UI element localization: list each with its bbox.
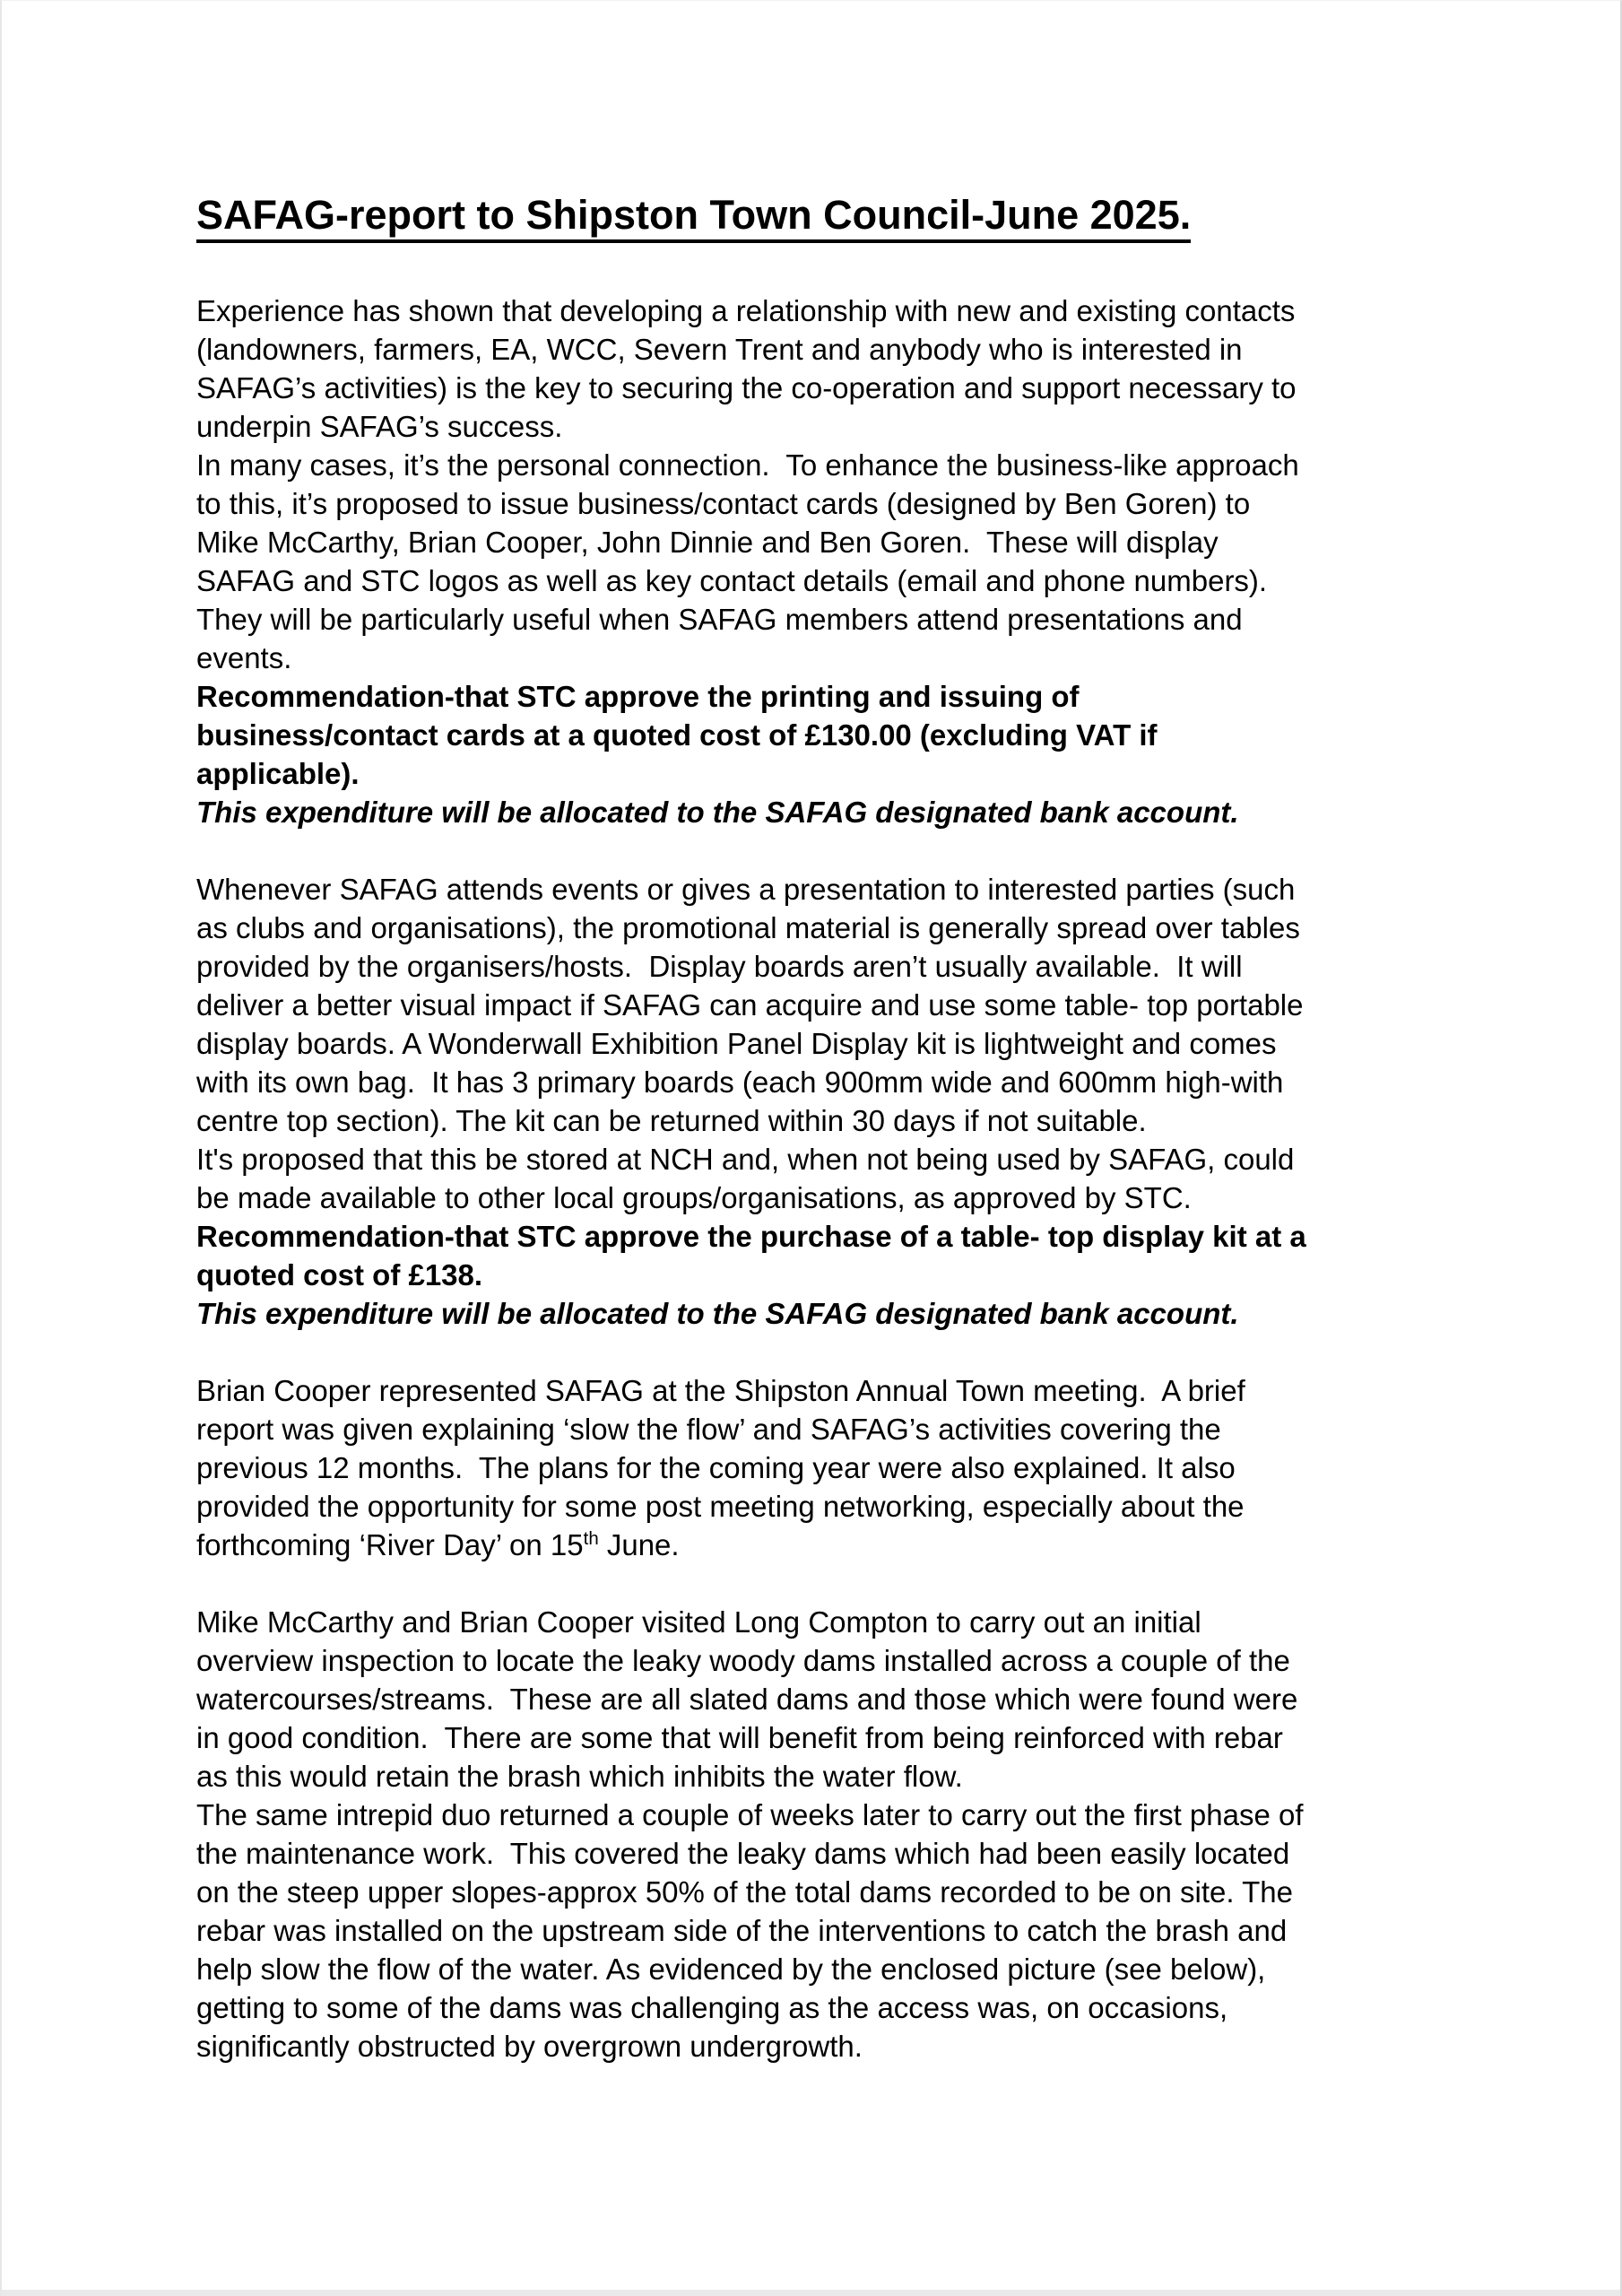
document-title-text: SAFAG-report to Shipston Town Council-June 2025. [196,192,1191,243]
text-line: provided the opportunity for some post meeting networking, especially about the [196,1490,1245,1523]
text-line: Recommendation-that STC approve the purchase of a table- top display kit at a [196,1220,1306,1253]
document-body [196,291,1414,2066]
text-line: deliver a better visual impact if SAFAG can acquire and use some table- top portable [196,988,1304,1022]
text-line: applicable). [196,757,360,790]
text-line: centre top section). The kit can be returned within 30 days if not suitable. [196,1104,1147,1137]
text-line: be made available to other local groups/organisations, as approved by STC. [196,1181,1192,1214]
text-line: quoted cost of £138. [196,1258,483,1292]
blank-line [196,831,1414,870]
text-line: business/contact cards at a quoted cost of £130.00 (excluding VAT if [196,718,1158,752]
text-line: (landowners, farmers, EA, WCC, Severn Trent and anybody who is interested in [196,333,1243,366]
text-line: Experience has shown that developing a relationship with new and existing contacts [196,294,1296,327]
page-bottom-edge [2,2290,1620,2296]
text-line: as clubs and organisations), the promotional material is generally spread over tables [196,911,1300,944]
text-line: underpin SAFAG’s success. [196,410,563,443]
superscript-text: th [583,1528,599,1549]
text-line: significantly obstructed by overgrown undergrowth. [196,2030,863,2063]
text-line: Brian Cooper represented SAFAG at the Shipston Annual Town meeting. A brief [196,1374,1245,1407]
text-line: display boards. A Wonderwall Exhibition Panel Display kit is lightweight and comes [196,1027,1277,1060]
text-line: They will be particularly useful when SAFAG members attend presentations and [196,603,1243,636]
text-line: rebar was installed on the upstream side of the interventions to catch the brash and [196,1914,1288,1947]
text-line: to this, it’s proposed to issue business/contact cards (designed by Ben Goren) to [196,487,1251,520]
blank-line [196,1333,1414,1371]
text-line: with its own bag. It has 3 primary boards (each 900mm wide and 600mm high-with [196,1065,1284,1099]
text-line: This expenditure will be allocated to the SAFAG designated bank account. [196,796,1239,829]
text-line: Whenever SAFAG attends events or gives a presentation to interested parties (such [196,873,1296,906]
text-line: report was given explaining ‘slow the flow’ and SAFAG’s activities covering the [196,1413,1221,1446]
text-line: overview inspection to locate the leaky woody dams installed across a couple of the [196,1644,1290,1677]
text-line: in good condition. There are some that will benefit from being reinforced with rebar [196,1721,1283,1754]
text-line: SAFAG’s activities) is the key to securing the co-operation and support necessary to [196,371,1297,404]
text-line: watercourses/streams. These are all slated dams and those which were found were [196,1683,1298,1716]
text-line: as this would retain the brash which inhibits the water flow. [196,1760,963,1793]
text-line: forthcoming ‘River Day’ on 15th June. [196,1528,680,1561]
text-line: previous 12 months. The plans for the coming year were also explained. It also [196,1451,1236,1484]
text-line: This expenditure will be allocated to the SAFAG designated bank account. [196,1297,1239,1330]
text-line: It's proposed that this be stored at NCH and, when not being used by SAFAG, could [196,1143,1295,1176]
text-line: the maintenance work. This covered the leaky dams which had been easily located [196,1837,1290,1870]
text-line: In many cases, it’s the personal connection. To enhance the business-like approach [196,448,1299,482]
text-line: provided by the organisers/hosts. Display boards aren’t usually available. It will [196,950,1243,983]
blank-line [196,1564,1414,1603]
text-line: getting to some of the dams was challenging as the access was, on occasions, [196,1991,1228,2024]
text-line: on the steep upper slopes-approx 50% of the total dams recorded to be on site. The [196,1875,1293,1909]
text-line: help slow the flow of the water. As evidenced by the enclosed picture (see below), [196,1952,1266,1986]
text-line: Mike McCarthy and Brian Cooper visited Long Compton to carry out an initial [196,1605,1201,1639]
document-title [196,190,1414,240]
text-line: SAFAG and STC logos as well as key contact details (email and phone numbers). [196,564,1268,597]
text-line: Recommendation-that STC approve the printing and issuing of [196,680,1080,713]
text-line: The same intrepid duo returned a couple of weeks later to carry out the first phase of [196,1798,1304,1831]
text-line: Mike McCarthy, Brian Cooper, John Dinnie and Ben Goren. These will display [196,526,1219,559]
text-line: events. [196,641,292,674]
